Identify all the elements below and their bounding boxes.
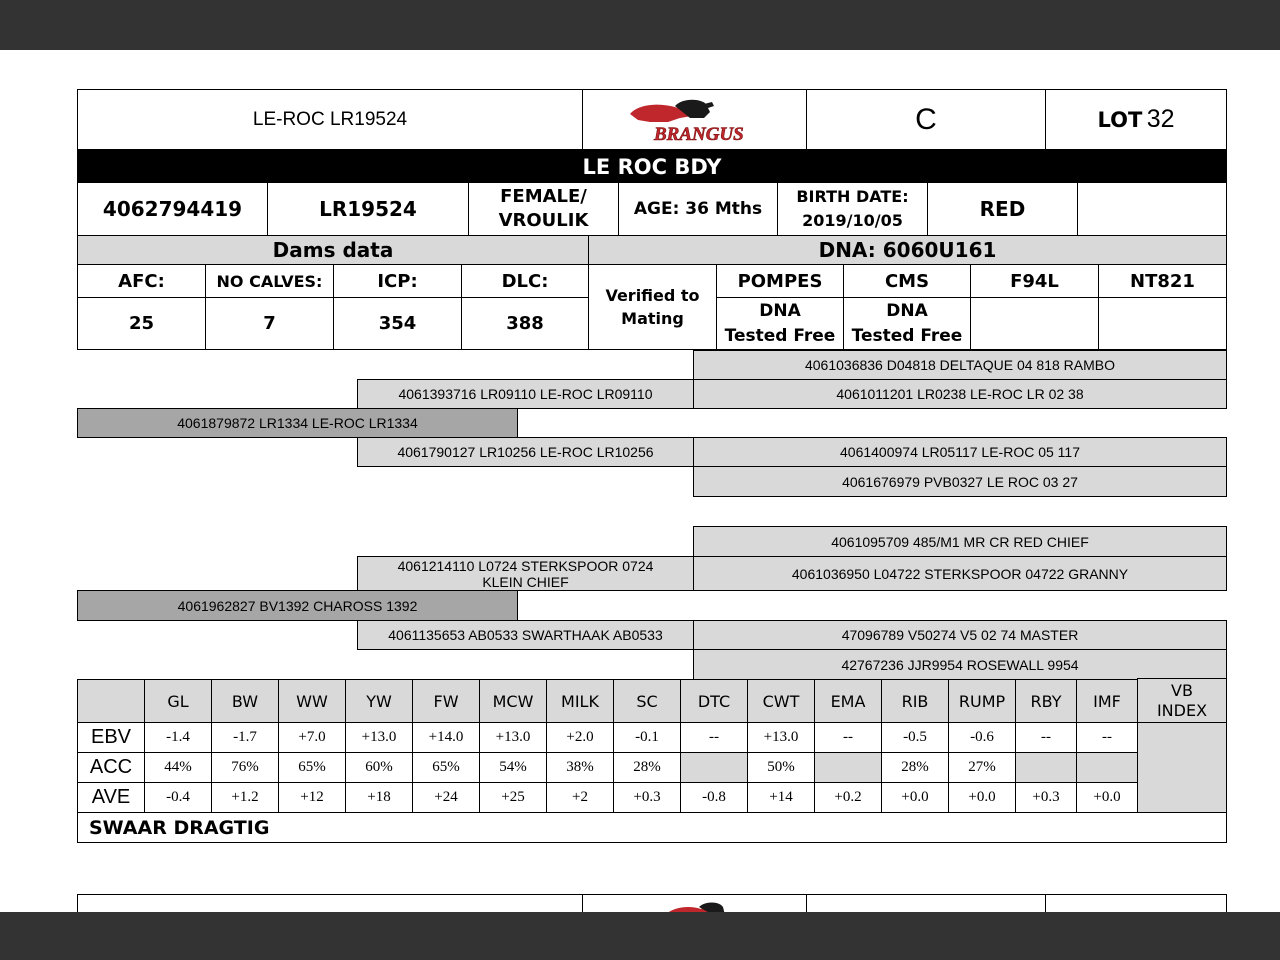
afc-label: AFC: [118,270,165,292]
ebv-cell-ebv-fw-text: +14.0 [428,729,464,745]
ebv-cell-acc-ww-text: 65% [298,759,326,775]
ebv-col-bw-text: BW [231,691,259,711]
ebv-cell-ave-rby [1015,782,1077,813]
ebv-cell-ave-yw [345,782,413,813]
dna-title: DNA: 6060U161 [818,238,997,262]
age: AGE: 36 Mths [633,199,763,219]
ebv-cell-ebv-rump-text: -0.6 [970,729,994,745]
icp-header [333,264,462,298]
ebv-col-rump-text: RUMP [958,691,1006,711]
pompes-result-line2: Tested Free [724,325,836,346]
brangus-logo-cell [582,89,807,150]
ebv-col-dtc [680,679,748,723]
cms-result [843,297,971,350]
ebv-cell-ave-yw-text: +18 [367,789,391,805]
no-calves-value-cell [205,297,334,350]
ebv-col-ema-text: EMA [830,691,866,711]
ebv-col-ww [278,679,346,723]
verified-line2: Mating [621,309,684,328]
ebv-cell-ebv-mcw [479,722,547,753]
vb-index-index-line2: INDEX [1156,700,1208,720]
ebv-cell-ebv-rib-text: -0.5 [903,729,927,745]
ebv-cell-ebv-imf-text: -- [1102,729,1112,745]
ebv-cell-ave-fw-text: +24 [434,789,458,805]
animal-color: RED [979,197,1026,221]
dams-data-header [77,235,589,265]
ebv-col-imf [1076,679,1138,723]
brand-text: BRANGUS [653,123,744,144]
dlc-value-cell [461,297,589,350]
ebv-col-ema [814,679,882,723]
pedigree-sire [77,408,518,438]
dna-header [588,235,1227,265]
ebv-cell-ebv-ema [814,722,882,753]
afc-value-cell [77,297,206,350]
ebv-col-rib [881,679,949,723]
ebv-cell-acc-fw [412,752,480,783]
ebv-cell-acc-ema [814,752,882,783]
vb-index-value-cell [1137,722,1227,813]
pedigree-dd-sire [693,620,1227,650]
verified-cell [588,264,717,350]
ebv-cell-acc-rump [948,752,1016,783]
extra-cell [1077,182,1227,236]
ebv-cell-acc-sc-text: 28% [633,759,661,775]
ebv-col-sc [613,679,681,723]
ebv-cell-ave-ema [814,782,882,813]
sire-dam-text: 4061790127 LR10256 LE-ROC LR10256 [397,444,654,460]
ebv-col-cwt [747,679,815,723]
ebv-cell-acc-cwt-text: 50% [767,759,795,775]
pompes-label: POMPES [737,270,823,292]
ebv-cell-ave-rib [881,782,949,813]
ebv-row-ebv-label-text: EBV [90,726,132,748]
ebv-cell-ave-ww-text: +12 [300,789,324,805]
ebv-col-rby [1015,679,1077,723]
ebv-col-gl [144,679,212,723]
dd-dam-text: 42767236 JJR9954 ROSEWALL 9954 [841,656,1079,673]
brangus-logo [620,96,770,144]
ebv-cell-ebv-rib [881,722,949,753]
cms-label: CMS [884,270,930,292]
age-cell [618,182,778,236]
ebv-cell-acc-yw-text: 60% [365,759,393,775]
ebv-cell-acc-milk-text: 38% [566,759,594,775]
ebv-row-ebv-label [77,722,145,753]
ebv-cell-ave-cwt [747,782,815,813]
pedigree-sire-sire [357,379,694,409]
ebv-row-ave-label [77,782,145,813]
ds-sire-text: 4061095709 485/M1 MR CR RED CHIEF [831,533,1089,550]
animal-title: LE ROC BDY [582,154,722,179]
ebv-cell-ave-bw [211,782,279,813]
ebv-cell-ebv-fw [412,722,480,753]
ebv-cell-acc-rib-text: 28% [901,759,929,775]
ebv-cell-acc-imf [1076,752,1138,783]
grade-cell [806,89,1046,150]
ebv-cell-acc-gl-text: 44% [164,759,192,775]
ebv-cell-ebv-milk [546,722,614,753]
ebv-cell-ave-gl [144,782,212,813]
no-calves-label: NO CALVES: [216,271,323,291]
ebv-cell-ebv-yw-text: +13.0 [361,729,397,745]
ebv-corner-cell [77,679,145,723]
birth-label: BIRTH DATE: [796,187,909,206]
ebv-cell-ave-fw [412,782,480,813]
ebv-cell-ave-sc [613,782,681,813]
ebv-cell-ebv-imf [1076,722,1138,753]
ebv-cell-ebv-dtc-text: -- [709,729,719,745]
f94l-result [970,297,1099,350]
ebv-col-fw [412,679,480,723]
ebv-cell-acc-bw [211,752,279,783]
ebv-cell-ebv-ww [278,722,346,753]
cms-header [843,264,971,298]
icp-value-cell [333,297,462,350]
ebv-col-ww-text: WW [296,691,328,711]
pompes-header [716,264,844,298]
ebv-col-rump [948,679,1016,723]
dlc-value: 388 [506,313,544,334]
ebv-cell-ave-milk [546,782,614,813]
ebv-cell-acc-rby [1015,752,1077,783]
animal-reg-cell [267,182,469,236]
pedigree-sd-sire [693,437,1227,467]
ebv-cell-acc-mcw-text: 54% [499,759,527,775]
lot-number: 32 [1146,105,1175,133]
sex-line2: VROULIK [498,210,589,231]
ebv-col-bw [211,679,279,723]
ebv-col-yw-text: YW [366,691,392,711]
animal-name-cell [77,89,583,150]
ebv-cell-ave-cwt-text: +14 [769,789,793,805]
title-bar [77,150,1227,183]
ebv-cell-ebv-dtc [680,722,748,753]
ebv-col-cwt-text: CWT [762,691,800,711]
ss-dam-text: 4061011201 LR0238 LE-ROC LR 02 38 [836,386,1084,402]
ebv-cell-ebv-bw-text: -1.7 [233,729,257,745]
ebv-cell-ebv-gl-text: -1.4 [166,729,190,745]
dam-dam-text: 4061135653 AB0533 SWARTHAAK AB0533 [388,627,663,643]
ebv-cell-acc-mcw [479,752,547,783]
ebv-col-mcw-text: MCW [492,691,534,711]
ebv-col-sc-text: SC [636,691,658,711]
pedigree-dam-sire [357,556,694,591]
ebv-cell-ave-imf [1076,782,1138,813]
sex-line1: FEMALE/ [500,186,587,207]
afc-header [77,264,206,298]
dam-sire-line2: KLEIN CHIEF [482,573,569,590]
sd-sire-text: 4061400974 LR05117 LE-ROC 05 117 [840,444,1080,460]
ebv-col-rib-text: RIB [901,691,929,711]
ebv-col-dtc-text: DTC [697,691,731,711]
comment-text: SWAAR DRAGTIG [89,816,270,839]
ebv-cell-ave-mcw-text: +25 [501,789,525,805]
ebv-row-ave-label-text: AVE [91,786,131,808]
nt821-label: NT821 [1130,270,1195,292]
vb-index-index-line1: VB [1171,680,1193,700]
ebv-cell-acc-fw-text: 65% [432,759,460,775]
ebv-cell-ave-imf-text: +0.0 [1093,789,1121,805]
ebv-cell-acc-yw [345,752,413,783]
ss-sire-text: 4061036836 D04818 DELTAQUE 04 818 RAMBO [804,357,1115,373]
birth-date-cell [777,182,928,236]
f94l-header [970,264,1099,298]
animal-reg: LR19524 [319,197,417,221]
comment-cell [77,812,1227,843]
ebv-cell-acc-rib [881,752,949,783]
dam-sire-line1: 4061214110 L0724 STERKSPOOR 0724 [397,557,654,574]
ebv-col-fw-text: FW [433,691,459,711]
ebv-col-rby-text: RBY [1030,691,1062,711]
ebv-cell-ave-ww [278,782,346,813]
animal-id: 4062794419 [102,197,243,221]
pedigree-sire-dam [357,437,694,467]
icp-value: 354 [378,313,417,334]
ebv-cell-ebv-ema-text: -- [843,729,853,745]
ebv-row-acc-label-text: ACC [89,756,133,778]
ebv-cell-acc-rump-text: 27% [968,759,996,775]
ebv-cell-acc-ww [278,752,346,783]
ebv-row-acc-label [77,752,145,783]
ebv-cell-acc-bw-text: 76% [231,759,259,775]
ebv-cell-ebv-sc [613,722,681,753]
ebv-col-mcw [479,679,547,723]
animal-name: LE-ROC LR19524 [252,108,408,130]
pedigree-dam [77,590,518,621]
ebv-cell-ebv-rump [948,722,1016,753]
dams-title: Dams data [272,238,394,262]
ebv-cell-acc-sc [613,752,681,783]
ds-dam-text: 4061036950 L04722 STERKSPOOR 04722 GRANNY [791,565,1129,582]
ebv-cell-ave-ema-text: +0.2 [834,789,862,805]
color-cell [927,182,1078,236]
ebv-col-yw [345,679,413,723]
ebv-cell-ebv-mcw-text: +13.0 [495,729,531,745]
no-calves-value: 7 [263,313,276,334]
ebv-cell-ebv-cwt-text: +13.0 [763,729,799,745]
dam-text: 4061962827 BV1392 CHAROSS 1392 [177,597,418,614]
pedigree-dam-dam [357,620,694,650]
ebv-cell-ave-dtc-text: -0.8 [702,789,726,805]
ebv-col-milk [546,679,614,723]
dlc-header [461,264,589,298]
nt821-header [1098,264,1227,298]
pedigree-dd-dam [693,649,1227,680]
ebv-cell-ave-mcw [479,782,547,813]
no-calves-header [205,264,334,298]
dlc-label: DLC: [501,270,549,292]
grade-value: C [915,102,937,136]
cms-result-line2: Tested Free [851,325,963,346]
ebv-cell-ebv-sc-text: -0.1 [635,729,659,745]
pompes-result [716,297,844,350]
dd-sire-text: 47096789 V50274 V5 02 74 MASTER [841,627,1079,643]
ebv-cell-ebv-bw [211,722,279,753]
pedigree-ss-dam [693,379,1227,409]
viewer-bottom-bar [0,912,1280,960]
lot-label: LOT [1097,107,1143,132]
ebv-cell-ebv-rby-text: -- [1041,729,1051,745]
ebv-cell-acc-milk [546,752,614,783]
sire-sire-text: 4061393716 LR09110 LE-ROC LR09110 [398,386,653,402]
ebv-cell-ave-rby-text: +0.3 [1032,789,1060,805]
animal-id-cell [77,182,268,236]
ebv-col-gl-text: GL [167,691,189,711]
pedigree-ds-sire [693,526,1227,557]
icp-label: ICP: [377,270,418,292]
ebv-cell-ebv-rby [1015,722,1077,753]
ebv-col-imf-text: IMF [1093,691,1121,711]
ebv-cell-ave-milk-text: +2 [572,789,588,805]
afc-value: 25 [128,313,155,334]
ebv-cell-ebv-ww-text: +7.0 [298,729,326,745]
ebv-cell-ave-dtc [680,782,748,813]
ebv-cell-ave-rump [948,782,1016,813]
ebv-cell-ebv-gl [144,722,212,753]
nt821-result [1098,297,1227,350]
ebv-cell-ebv-yw [345,722,413,753]
ebv-cell-ebv-milk-text: +2.0 [566,729,594,745]
ebv-cell-acc-cwt [747,752,815,783]
verified-line1: Verified to [605,286,700,305]
sire-text: 4061879872 LR1334 LE-ROC LR1334 [177,415,418,431]
pompes-result-line1: DNA [759,300,801,321]
cms-result-line1: DNA [886,300,928,321]
ebv-cell-acc-dtc [680,752,748,783]
ebv-cell-acc-gl [144,752,212,783]
sex-cell [468,182,619,236]
lot-cell [1045,89,1227,150]
pedigree-sd-dam [693,466,1227,497]
ebv-cell-ave-sc-text: +0.3 [633,789,661,805]
pedigree-ss-sire [693,350,1227,380]
ebv-col-milk-text: MILK [561,691,599,711]
f94l-label: F94L [1010,270,1059,292]
viewer-top-bar [0,0,1280,50]
birth-date: 2019/10/05 [802,211,903,230]
ebv-cell-ave-rump-text: +0.0 [968,789,996,805]
ebv-cell-ave-gl-text: -0.4 [166,789,190,805]
ebv-cell-ave-rib-text: +0.0 [901,789,929,805]
ebv-cell-ebv-cwt [747,722,815,753]
vb-index-header [1137,678,1227,723]
sd-dam-text: 4061676979 PVB0327 LE ROC 03 27 [842,473,1078,490]
ebv-cell-ave-bw-text: +1.2 [231,789,259,805]
pedigree-ds-dam [693,556,1227,591]
